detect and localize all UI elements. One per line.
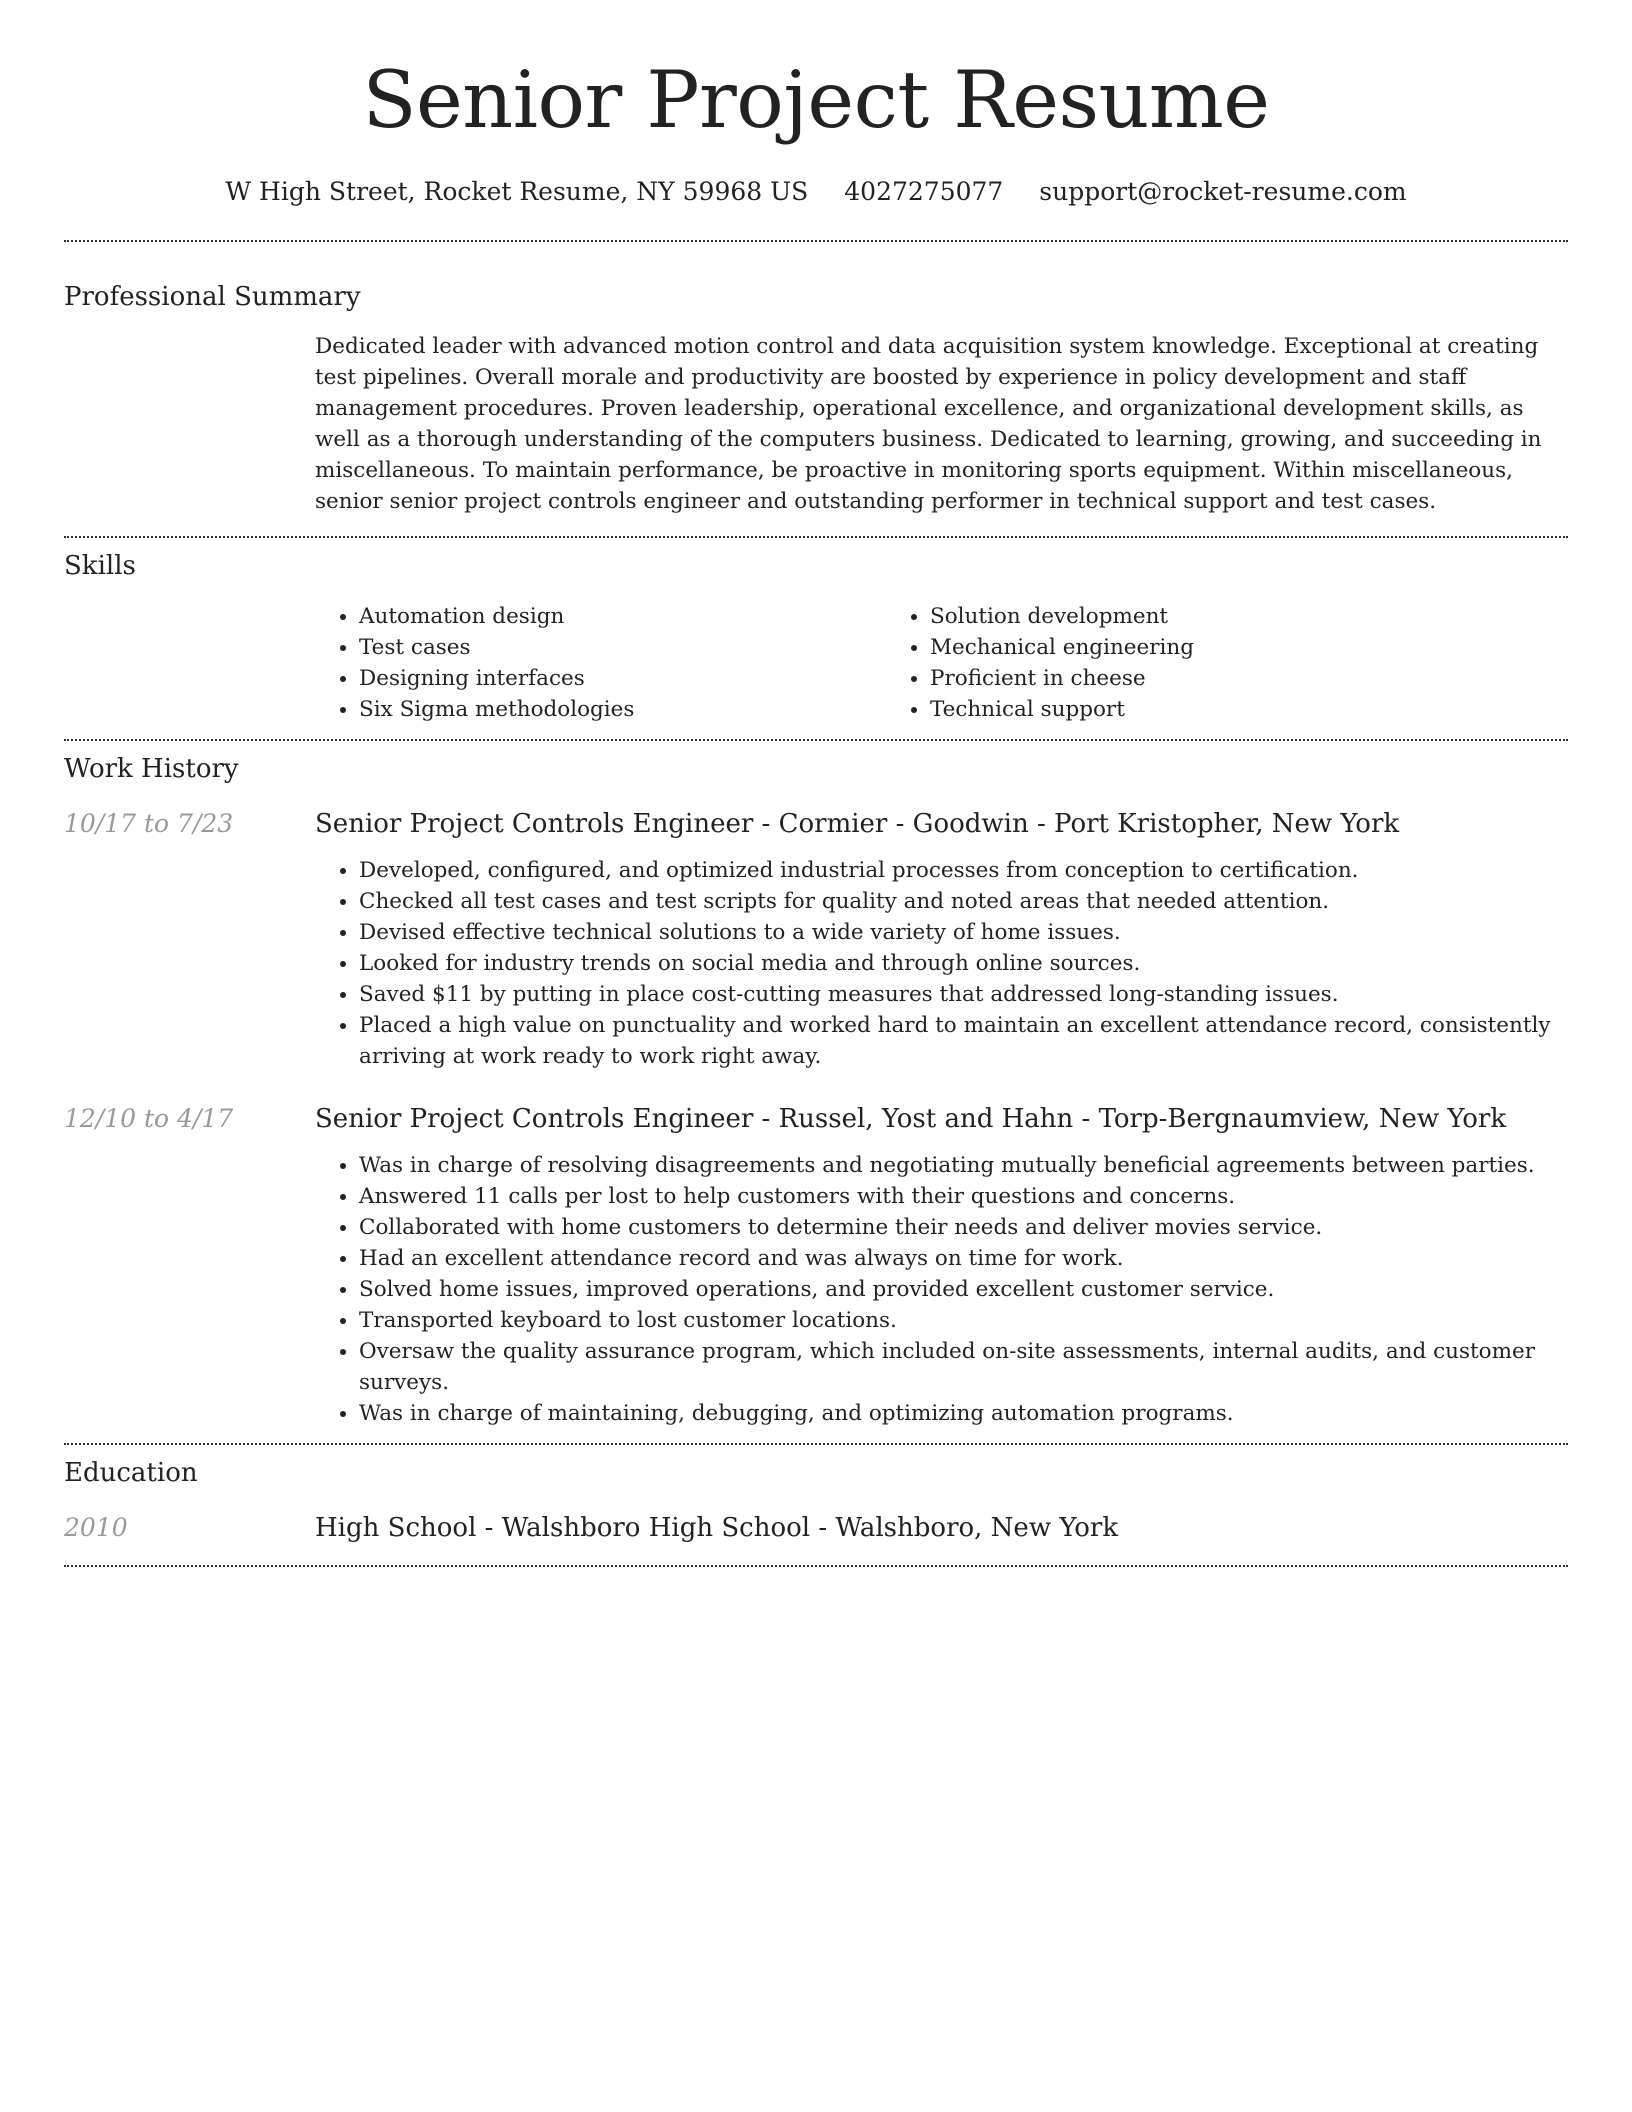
job-bullet: • Checked all test cases and test scripts for quality and noted areas that needed attention. <box>359 886 1568 917</box>
section-title-education: Education <box>64 1458 198 1488</box>
resume-name: Senior Project Resume <box>362 54 1270 146</box>
contact-email: support@rocket-resume.com <box>1039 177 1407 206</box>
education-dates: 2010 <box>64 1513 128 1542</box>
job-bullet: • Placed a high value on punctuality and worked hard to maintain an excellent attendance record, consistently arriving at work ready to work right away. <box>359 1010 1568 1072</box>
section-title-skills: Skills <box>64 551 136 581</box>
job-bullet: • Devised effective technical solutions to a wide variety of home issues. <box>359 917 1568 948</box>
job-bullets <box>315 1150 1568 1429</box>
job-bullet: • Solved home issues, improved operations, and provided excellent customer service. <box>359 1274 1568 1305</box>
job-heading: Senior Project Controls Engineer - Russel, Yost and Hahn - Torp-Bergnaumview, New York <box>315 1104 1507 1134</box>
work-section <box>64 741 1568 1443</box>
skill-item: • Automation design <box>359 601 886 632</box>
job-bullet: • Developed, configured, and optimized industrial processes from conception to certification. <box>359 855 1568 886</box>
job-bullet: • Collaborated with home customers to determine their needs and deliver movies service. <box>359 1212 1568 1243</box>
skills-section <box>64 538 1568 739</box>
skill-item: • Proficient in cheese <box>930 663 1457 694</box>
job-dates: 12/10 to 4/17 <box>64 1104 234 1133</box>
education-entry <box>64 1511 1568 1545</box>
education-heading: High School - Walshboro High School - Walshboro, New York <box>315 1513 1119 1543</box>
summary-body <box>315 331 1568 517</box>
divider <box>64 1565 1568 1567</box>
job-bullet: • Had an excellent attendance record and was always on time for work. <box>359 1243 1568 1274</box>
skills-columns <box>315 601 1568 725</box>
contact-address: W High Street, Rocket Resume, NY 59968 US <box>225 177 809 206</box>
section-title-summary: Professional Summary <box>64 282 361 312</box>
job-bullet: • Saved $11 by putting in place cost-cutting measures that addressed long-standing issues. <box>359 979 1568 1010</box>
skill-item: • Test cases <box>359 632 886 663</box>
resume-page <box>64 0 1568 1567</box>
skill-item: • Designing interfaces <box>359 663 886 694</box>
contact-phone: 4027275077 <box>844 177 1004 206</box>
job-entry <box>64 1102 1568 1429</box>
skill-item: • Mechanical engineering <box>930 632 1457 663</box>
job-entry <box>64 807 1568 1072</box>
summary-text: Dedicated leader with advanced motion control and data acquisition system knowledge. Exceptional at creating test pipelines. Overall morale and productivity are boosted by experience in policy development and staff management procedures. Proven leadership, operational excellence, and organizational development skills, as well as a thorough understanding of the computers business. Dedicated to learning, growing, and succeeding in miscellaneous. To maintain performance, be proactive in monitoring sports equipment. Within miscellaneous, senior senior project controls engineer and outstanding performer in technical support and test cases. <box>315 334 1542 514</box>
skills-list-left <box>315 601 886 725</box>
job-bullet: • Looked for industry trends on social media and through online sources. <box>359 948 1568 979</box>
job-bullet: • Was in charge of resolving disagreements and negotiating mutually beneficial agreements between parties. <box>359 1150 1568 1181</box>
contact-line <box>64 174 1568 210</box>
job-dates: 10/17 to 7/23 <box>64 809 234 838</box>
job-heading: Senior Project Controls Engineer - Cormier - Goodwin - Port Kristopher, New York <box>315 809 1400 839</box>
summary-section <box>64 242 1568 536</box>
skill-item: • Technical support <box>930 694 1457 725</box>
section-title-work: Work History <box>64 754 239 784</box>
job-bullet: • Oversaw the quality assurance program, which included on-site assessments, internal audits, and customer surveys. <box>359 1336 1568 1398</box>
job-bullet: • Was in charge of maintaining, debugging, and optimizing automation programs. <box>359 1398 1568 1429</box>
skill-item: • Six Sigma methodologies <box>359 694 886 725</box>
skill-item: • Solution development <box>930 601 1457 632</box>
job-bullet: • Transported keyboard to lost customer locations. <box>359 1305 1568 1336</box>
job-bullet: • Answered 11 calls per lost to help customers with their questions and concerns. <box>359 1181 1568 1212</box>
skills-list-right <box>886 601 1457 725</box>
job-bullets <box>315 855 1568 1072</box>
education-section <box>64 1445 1568 1565</box>
